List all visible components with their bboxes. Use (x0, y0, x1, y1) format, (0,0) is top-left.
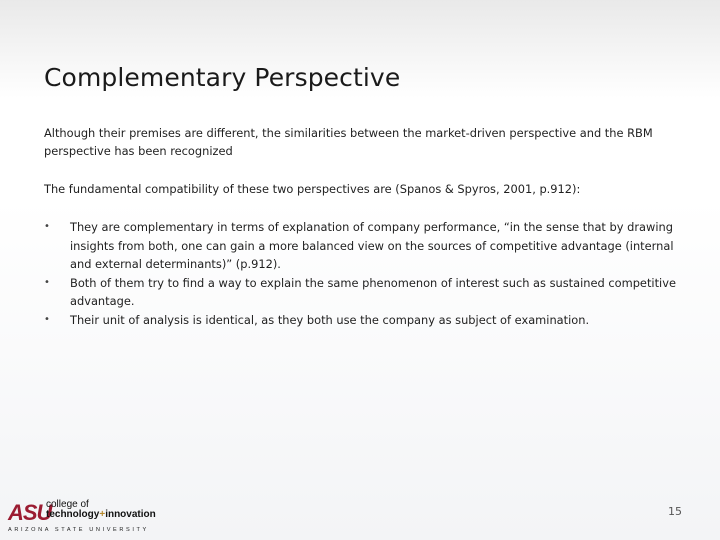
bullet-marker: • (44, 221, 50, 232)
bullet-text: Their unit of analysis is identical, as they both use the company as subject of examination. (70, 312, 590, 327)
bullet-list (44, 218, 684, 329)
college-name-innovation: innovation (105, 509, 156, 520)
intro-paragraph: Although their premises are different, the similarities between the market-driven perspective and the RBM perspective has been recognized (44, 126, 653, 158)
college-name-line2 (46, 510, 156, 520)
college-name (46, 500, 156, 520)
bullet-marker: • (44, 276, 50, 288)
bullet-item (44, 218, 682, 274)
bullet-item (44, 274, 682, 311)
asu-logo (6, 498, 156, 538)
bullet-text: Both of them try to find a way to explain the same phenomenon of interest such as sustained competitive advantage. (70, 275, 676, 308)
college-name-line1: college of (46, 499, 89, 510)
asu-logo-mark: ASU (8, 500, 52, 525)
college-name-plus: + (99, 509, 106, 520)
university-name: ARIZONA STATE UNIVERSITY (8, 527, 149, 533)
bullet-text: They are complementary in terms of explanation of company performance, “in the sense that by drawing insights from both, one can gain a more balanced view on the sources of competitive advantage (internal and external determinants)” (p.912). (70, 220, 674, 271)
bullet-marker: • (44, 313, 50, 325)
slide-body (44, 124, 684, 329)
bullet-item (44, 311, 682, 330)
page-number: 15 (668, 505, 682, 518)
slide-title: Complementary Perspective (44, 62, 401, 92)
compatibility-paragraph: The fundamental compatibility of these two perspectives are (Spanos & Spyros, 2001, p.912): (44, 182, 581, 196)
college-name-technology: technology (46, 509, 100, 520)
